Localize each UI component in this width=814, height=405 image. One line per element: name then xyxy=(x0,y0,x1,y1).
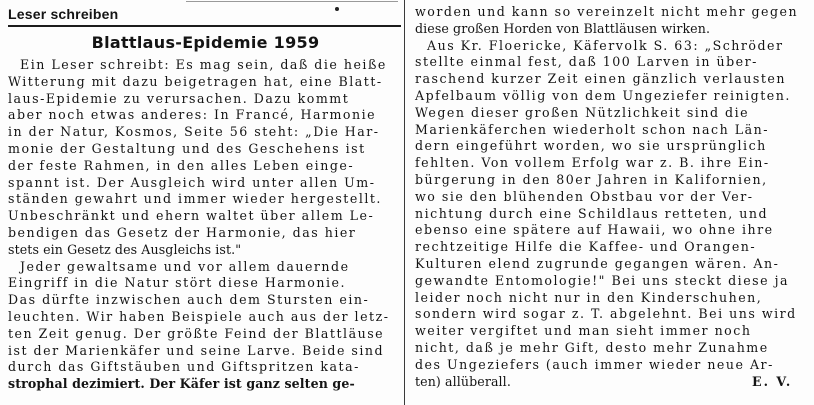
text-line: der feste Rahmen, in den alles Leben einge- xyxy=(8,157,355,173)
left-text-column xyxy=(8,57,400,393)
text-line: diese großen Horden von Blattläusen wirken. xyxy=(415,20,711,36)
section-rubric: Leser schreiben xyxy=(8,6,119,22)
text-line: strophal dezimiert. Der Käfer ist ganz selten ge- xyxy=(8,376,355,392)
text-line: Witterung mit dazu beigetragen hat, eine Blatt- xyxy=(8,73,383,89)
text-line: gewandte Entomologie!" Bei uns steckt diese ja xyxy=(415,272,789,288)
top-rule xyxy=(186,1,398,2)
text-line: leider noch nicht nur in den Kinderschuhen, xyxy=(415,289,763,305)
text-line: laus-Epidemie zu verursachen. Dazu kommt xyxy=(8,90,350,106)
text-line: raschend kurzer Zeit einen gänzlich verlausten xyxy=(415,71,786,87)
text-line: worden und kann so vereinzelt nicht mehr gegen xyxy=(415,4,799,19)
text-line: ebenso eine spätere auf Hawaii, wo ohne ihre xyxy=(415,222,774,238)
author-signature: E. V. xyxy=(752,374,793,389)
text-line: rechtzeitige Hilfe die Kaffee- und Orangen- xyxy=(415,239,757,255)
text-line: spannt ist. Der Ausgleich wird unter allen Um- xyxy=(8,174,376,190)
text-line: sondern wird sogar z. T. abgelehnt. Bei uns wird xyxy=(415,306,797,322)
text-line: stets ein Gesetz des Ausgleichs ist." xyxy=(8,241,242,257)
text-line: Aus Kr. Floericke, Käfervolk S. 63: „Schröder xyxy=(427,37,784,53)
text-line: Eingriff in die Natur stört diese Harmonie. xyxy=(8,275,346,291)
text-line: Jeder gewaltsame und vor allem dauernde xyxy=(20,258,350,274)
text-line: Kulturen elend zugrunde gegangen wären. An- xyxy=(415,255,780,271)
text-line: Unbeschränkt und ehern waltet über allem Le- xyxy=(8,208,375,224)
text-line: Apfelbaum völlig von dem Ungeziefer reinigten. xyxy=(415,87,791,103)
right-text-column xyxy=(415,4,809,390)
text-line: bendigen das Gesetz der Harmonie, das hier xyxy=(8,224,357,240)
text-line: des Ungeziefers (auch immer wieder neue Ar- xyxy=(415,356,774,372)
text-line: leuchten. Wir haben Beispiele auch aus der letz- xyxy=(8,308,390,324)
text-line: dern eingeführt worden, wo sie ursprünglich xyxy=(415,138,767,154)
text-line: in der Natur, Kosmos, Seite 56 steht: „Die Har- xyxy=(8,124,380,140)
text-line: Das dürfte inzwischen auch dem Stursten ein- xyxy=(8,292,370,308)
text-line: durch das Giftstäuben und Giftspritzen kata- xyxy=(8,359,360,375)
rubric-underline xyxy=(8,25,401,27)
text-line: aber noch etwas anderes: In Francé, Harmonie xyxy=(8,107,377,123)
text-line: nicht, daß je mehr Gift, desto mehr Zunahme xyxy=(415,339,769,355)
text-line: Marienkäferchen wiederholt schon nach Län- xyxy=(415,121,769,137)
text-line: stellte einmal fest, daß 100 Larven in über- xyxy=(415,54,758,70)
text-line: Ein Leser schreibt: Es mag sein, daß die heiße xyxy=(20,57,387,72)
article-headline: Blattlaus-Epidemie 1959 xyxy=(91,33,320,52)
text-line: monie der Gestaltung und des Geschehens ist xyxy=(8,140,366,156)
text-line: ist der Marienkäfer und seine Larve. Beide sind xyxy=(8,342,385,358)
text-line: fehlten. Von vollem Erfolg war z. B. ihre Ein- xyxy=(415,155,770,171)
text-line: Wegen dieser großen Nützlichkeit sind die xyxy=(415,104,750,120)
text-line: ständen gewahrt und immer wieder hergestellt. xyxy=(8,191,382,207)
text-line: wo sie den blühenden Obstbau vor der Ver- xyxy=(415,188,754,204)
text-line: weiter vergiftet und man sieht immer noch xyxy=(415,323,752,339)
text-line: ten) allüberall. xyxy=(415,373,511,389)
text-line: nichtung durch eine Schildlaus retteten, und xyxy=(415,205,769,221)
text-line: bürgerung in den 80er Jahren in Kalifornien, xyxy=(415,171,768,187)
print-dot xyxy=(335,7,339,11)
column-divider xyxy=(404,0,405,405)
text-line: ten Zeit genug. Der größte Feind der Blattläuse xyxy=(8,325,385,341)
